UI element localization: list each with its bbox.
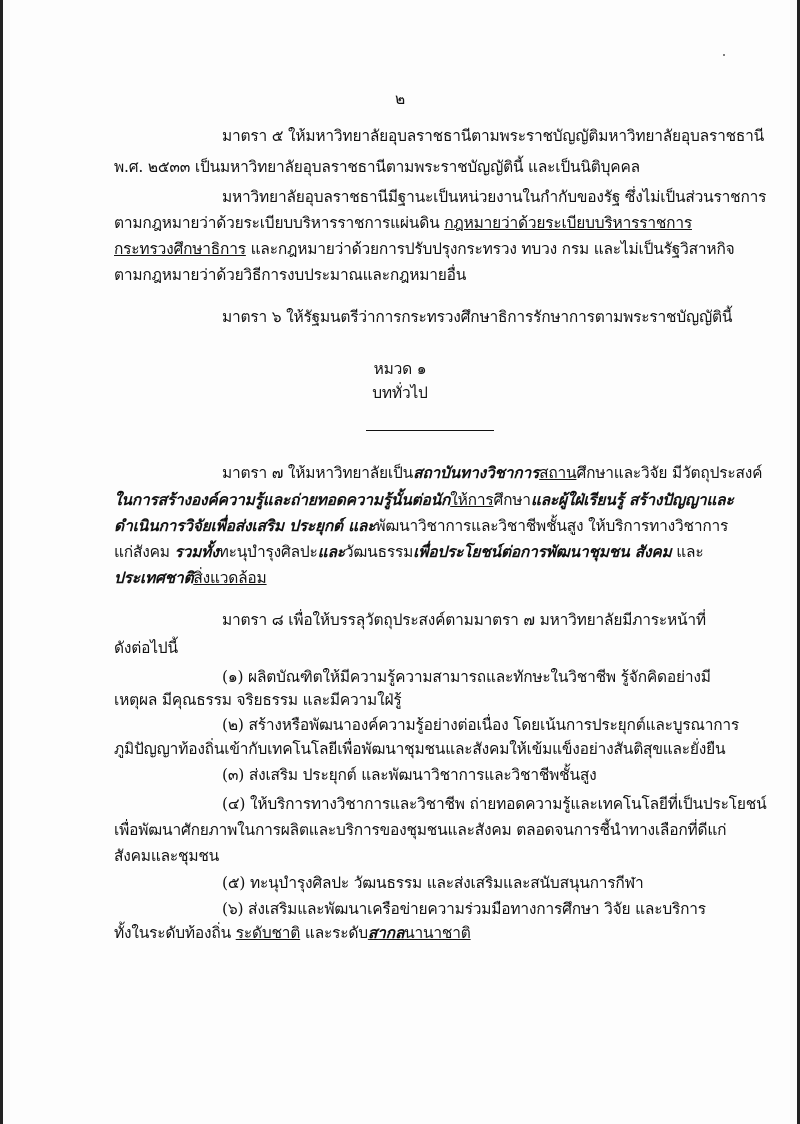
chapter-divider: [366, 430, 494, 431]
sec7-l1-text2: ศึกษาและวิจัย มีวัตถุประสงค์: [576, 464, 763, 482]
sec8-item6-line2: [114, 922, 471, 944]
sec8-item3: (๓) ส่งเสริม ประยุกต์ และพัฒนาวิชาการและวิชาชีพชั้นสูง: [222, 766, 597, 784]
sec7-l5-underlined: สิ่งแวดล้อม: [193, 569, 267, 587]
sec8-i6-text2: และระดับ: [300, 924, 368, 942]
sec7-l4-text3: วัฒนธรรม: [344, 543, 414, 561]
sec8-line2: ดังต่อไปนี้: [114, 639, 178, 657]
sec7-l4-edit: รวมทั้ง: [174, 542, 219, 561]
sec7-l1-text: มาตรา ๗ ให้มหาวิทยาลัยเป็น: [222, 464, 414, 482]
sec8-item1-line2: เหตุผล มีคุณธรรม จริยธรรม และมีความใฝ่รู้: [114, 691, 402, 709]
sec7-l4-text4: และ: [671, 543, 704, 561]
sec5-line5: [114, 238, 735, 260]
sec7-line5: [114, 567, 267, 589]
sec7-l2-text: ศึกษา: [493, 491, 531, 509]
sec8-item5: (๕) ทะนุบำรุงศิลปะ วัฒนธรรม และส่งเสริมและสนับสนุนการกีฬา: [222, 874, 644, 892]
sec7-l2-edit: ในการสร้างองค์ความรู้และถ่ายทอดความรู้นั้นต่อนัก: [114, 490, 451, 509]
sec8-item4-line3: สังคมและชุมชน: [114, 847, 220, 865]
sec7-l1-underlined: สถาน: [539, 464, 577, 482]
sec5-line6: ตามกฎหมายว่าด้วยวิธีการงบประมาณและกฎหมายอื่น: [114, 266, 467, 284]
sec5-line3: มหาวิทยาลัยอุบลราชธานีมีฐานะเป็นหน่วยงานในกำกับของรัฐ ซึ่งไม่เป็นส่วนราชการ: [222, 188, 767, 206]
sec8-item2-line2: ภูมิปัญญาท้องถิ่นเข้ากับเทคโนโลยีเพื่อพัฒนาชุมชนและสังคมให้เข้มแข็งอย่างสันติสุขและยั่งยืน: [114, 740, 726, 758]
sec7-l1-edit: สถาบันทางวิชาการ: [413, 463, 540, 482]
sec8-item1-line1: (๑) ผลิตบัณฑิตให้มีความรู้ความสามารถและทักษะในวิชาชีพ รู้จักคิดอย่างมี: [222, 668, 711, 686]
sec8-i6-underlined: ระดับชาติ: [235, 924, 301, 942]
sec8-line1: มาตรา ๘ เพื่อให้บรรลุวัตถุประสงค์ตามมาตรา ๗ มหาวิทยาลัยมีภาระหน้าที่: [222, 611, 706, 629]
sec8-i6-underlined2: นานาชาติ: [404, 924, 471, 942]
sec7-l5-edit: ประเทศชาติ: [114, 568, 194, 587]
sec5-amendment-underlined-2: กระทรวงศึกษาธิการ: [114, 240, 246, 258]
chapter-number: หมวด ๑: [373, 360, 427, 378]
sec5-line2: พ.ศ. ๒๕๓๓ เป็นมหาวิทยาลัยอุบลราชธานีตามพระราชบัญญัตินี้ และเป็นนิติบุคคล: [114, 158, 640, 176]
sec8-i6-edit: สากล: [367, 923, 405, 942]
sec5-amendment-underlined: กฎหมายว่าด้วยระเบียบบริหารราชการ: [444, 214, 692, 232]
page-number: ๒: [394, 90, 406, 108]
sec5-line1: มาตรา ๕ ให้มหาวิทยาลัยอุบลราชธานีตามพระราชบัญญัติมหาวิทยาลัยอุบลราชธานี: [222, 127, 765, 145]
sec6-line: มาตรา ๖ ให้รัฐมนตรีว่าการกระทรวงศึกษาธิการรักษาการตามพระราชบัญญัตินี้: [222, 308, 733, 326]
sec8-item4-line2: เพื่อพัฒนาศักยภาพในการผลิตและบริการของชุมชนและสังคม ตลอดจนการชี้นำทางเลือกที่ดีแก่: [114, 821, 727, 839]
sec8-item6-line1: (๖) ส่งเสริมและพัฒนาเครือข่ายความร่วมมือทางการศึกษา วิจัย และบริการ: [222, 900, 706, 918]
sec5-line4-text: ตามกฎหมายว่าด้วยระเบียบบริหารราชการแผ่นดิน: [114, 214, 445, 232]
sec7-l3-edit: ดำเนินการวิจัยเพื่อส่งเสริม ประยุกต์ และ: [114, 516, 376, 535]
sec7-line4: [114, 541, 703, 563]
sec7-l4-text2: ทะนุบำรุงศิลปะ: [218, 543, 318, 561]
sec8-i6-text: ทั้งในระดับท้องถิ่น: [114, 924, 236, 942]
scan-speck: [723, 54, 725, 56]
sec7-l3-text: พัฒนาวิชาการและวิชาชีพชั้นสูง ให้บริการทางวิชาการ: [375, 517, 729, 535]
scan-left-edge: [0, 0, 3, 1124]
sec8-item4-line1: (๔) ให้บริการทางวิชาการและวิชาชีพ ถ่ายทอดความรู้และเทคโนโลยีที่เป็นประโยชน์: [222, 795, 767, 813]
sec5-line4: [114, 212, 692, 234]
sec7-line3: [114, 515, 728, 537]
sec5-line5-text: และกฎหมายว่าด้วยการปรับปรุงกระทรวง ทบวง กรม และไม่เป็นรัฐวิสาหกิจ: [245, 240, 735, 258]
sec7-line1: [222, 462, 762, 484]
sec7-l2-underlined: ให้การ: [450, 491, 494, 509]
chapter-title: บททั่วไป: [372, 384, 428, 402]
sec7-l4-text: แก่สังคม: [114, 543, 175, 561]
sec7-l4-edit3: เพื่อประโยชน์ต่อการพัฒนาชุมชน สังคม: [413, 542, 672, 561]
sec7-l2-edit2: และผู้ใฝ่เรียนรู้ สร้างปัญญาและ: [530, 490, 734, 509]
sec8-item2-line1: (๒) สร้างหรือพัฒนาองค์ความรู้อย่างต่อเนื่อง โดยเน้นการประยุกต์และบูรณาการ: [222, 716, 740, 734]
sec7-l4-edit2: และ: [317, 542, 345, 561]
sec7-line2: [114, 489, 734, 511]
